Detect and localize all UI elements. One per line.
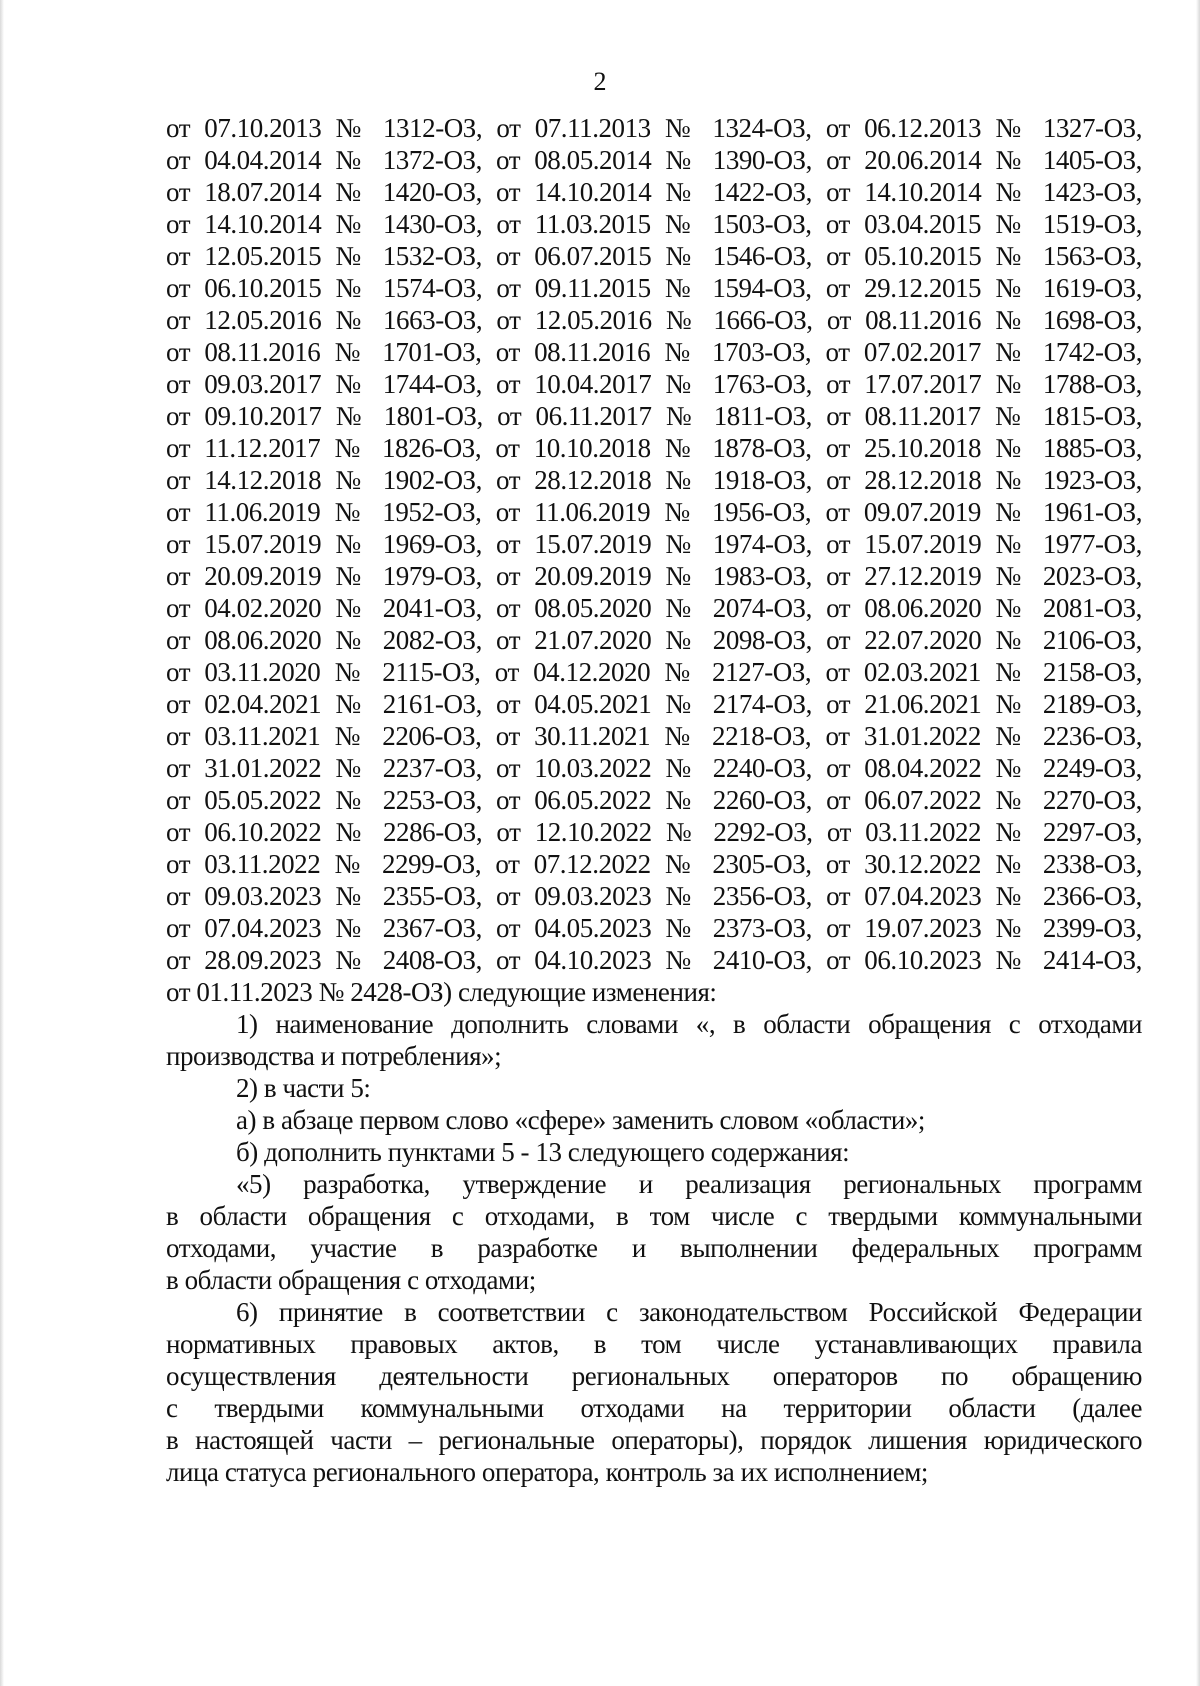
amendment-line: от 06.10.2022 № 2286-ОЗ, от 12.10.2022 № 2292-ОЗ, от 03.11.2022 № 2297-ОЗ, [166, 817, 1142, 847]
amendment-line: от 08.06.2020 № 2082-ОЗ, от 21.07.2020 № 2098-ОЗ, от 22.07.2020 № 2106-ОЗ, [166, 625, 1142, 655]
amendment-line: от 09.10.2017 № 1801-ОЗ, от 06.11.2017 № 1811-ОЗ, от 08.11.2017 № 1815-ОЗ, [166, 401, 1142, 431]
amendment-line: от 28.09.2023 № 2408-ОЗ, от 04.10.2023 № 2410-ОЗ, от 06.10.2023 № 2414-ОЗ, [166, 945, 1142, 975]
point-5-line: в области обращения с отходами, в том числе с твердыми коммунальными [166, 1201, 1142, 1231]
amendment-line: от 03.11.2021 № 2206-ОЗ, от 30.11.2021 № 2218-ОЗ, от 31.01.2022 № 2236-ОЗ, [166, 721, 1142, 751]
point-6 [166, 1296, 1142, 1488]
amendment-line: от 09.03.2023 № 2355-ОЗ, от 09.03.2023 № 2356-ОЗ, от 07.04.2023 № 2366-ОЗ, [166, 881, 1142, 911]
amendment-line-final: от 01.11.2023 № 2428-ОЗ) следующие изменения: [166, 977, 717, 1007]
item-2b: б) дополнить пунктами 5 - 13 следующего содержания: [236, 1137, 850, 1167]
item-1-line: 1) наименование дополнить словами «, в области обращения с отходами [236, 1009, 1142, 1039]
point-5-line: в области обращения с отходами; [166, 1265, 536, 1295]
amendment-line: от 14.10.2014 № 1430-ОЗ, от 11.03.2015 № 1503-ОЗ, от 03.04.2015 № 1519-ОЗ, [166, 209, 1142, 239]
point-5-line: «5) разработка, утверждение и реализация региональных программ [236, 1169, 1142, 1199]
amendment-line: от 11.06.2019 № 1952-ОЗ, от 11.06.2019 № 1956-ОЗ, от 09.07.2019 № 1961-ОЗ, [166, 497, 1142, 527]
amendment-line: от 04.04.2014 № 1372-ОЗ, от 08.05.2014 № 1390-ОЗ, от 20.06.2014 № 1405-ОЗ, [166, 145, 1142, 175]
amendment-line: от 07.10.2013 № 1312-ОЗ, от 07.11.2013 № 1324-ОЗ, от 06.12.2013 № 1327-ОЗ, [166, 113, 1142, 143]
amendment-line: от 09.03.2017 № 1744-ОЗ, от 10.04.2017 № 1763-ОЗ, от 17.07.2017 № 1788-ОЗ, [166, 369, 1142, 399]
amendment-line: от 04.02.2020 № 2041-ОЗ, от 08.05.2020 № 2074-ОЗ, от 08.06.2020 № 2081-ОЗ, [166, 593, 1142, 623]
scan-edge-left [0, 0, 4, 1686]
point-6-line: с твердыми коммунальными отходами на территории области (далее [166, 1393, 1142, 1423]
point-6-line: осуществления деятельности региональных операторов по обращению [166, 1361, 1142, 1391]
amendment-line: от 11.12.2017 № 1826-ОЗ, от 10.10.2018 № 1878-ОЗ, от 25.10.2018 № 1885-ОЗ, [166, 433, 1142, 463]
amendment-line: от 12.05.2015 № 1532-ОЗ, от 06.07.2015 № 1546-ОЗ, от 05.10.2015 № 1563-ОЗ, [166, 241, 1142, 271]
amendment-line: от 08.11.2016 № 1701-ОЗ, от 08.11.2016 № 1703-ОЗ, от 07.02.2017 № 1742-ОЗ, [166, 337, 1142, 367]
amendment-line: от 14.12.2018 № 1902-ОЗ, от 28.12.2018 № 1918-ОЗ, от 28.12.2018 № 1923-ОЗ, [166, 465, 1142, 495]
amendment-line: от 02.04.2021 № 2161-ОЗ, от 04.05.2021 № 2174-ОЗ, от 21.06.2021 № 2189-ОЗ, [166, 689, 1142, 719]
point-6-line: в настоящей части – региональные операторы), порядок лишения юридического [166, 1425, 1142, 1455]
point-6-line: нормативных правовых актов, в том числе устанавливающих правила [166, 1329, 1142, 1359]
amendment-line: от 03.11.2022 № 2299-ОЗ, от 07.12.2022 № 2305-ОЗ, от 30.12.2022 № 2338-ОЗ, [166, 849, 1142, 879]
document-body [166, 112, 1142, 1488]
amendment-line: от 20.09.2019 № 1979-ОЗ, от 20.09.2019 № 1983-ОЗ, от 27.12.2019 № 2023-ОЗ, [166, 561, 1142, 591]
point-5 [166, 1168, 1142, 1296]
item-2-heading: 2) в части 5: [236, 1073, 371, 1103]
amendment-line: от 12.05.2016 № 1663-ОЗ, от 12.05.2016 № 1666-ОЗ, от 08.11.2016 № 1698-ОЗ, [166, 305, 1142, 335]
scan-edge-right [1196, 0, 1200, 1686]
amendment-line: от 05.05.2022 № 2253-ОЗ, от 06.05.2022 № 2260-ОЗ, от 06.07.2022 № 2270-ОЗ, [166, 785, 1142, 815]
item-2a: а) в абзаце первом слово «сфере» заменить словом «области»; [236, 1105, 925, 1135]
amendment-line: от 07.04.2023 № 2367-ОЗ, от 04.05.2023 № 2373-ОЗ, от 19.07.2023 № 2399-ОЗ, [166, 913, 1142, 943]
amendment-line: от 06.10.2015 № 1574-ОЗ, от 09.11.2015 № 1594-ОЗ, от 29.12.2015 № 1619-ОЗ, [166, 273, 1142, 303]
amendment-line: от 31.01.2022 № 2237-ОЗ, от 10.03.2022 № 2240-ОЗ, от 08.04.2022 № 2249-ОЗ, [166, 753, 1142, 783]
amendment-line: от 03.11.2020 № 2115-ОЗ, от 04.12.2020 № 2127-ОЗ, от 02.03.2021 № 2158-ОЗ, [166, 657, 1142, 687]
point-5-line: отходами, участие в разработке и выполнении федеральных программ [166, 1233, 1142, 1263]
item-1-line: производства и потребления»; [166, 1041, 502, 1071]
amendment-line: от 18.07.2014 № 1420-ОЗ, от 14.10.2014 № 1422-ОЗ, от 14.10.2014 № 1423-ОЗ, [166, 177, 1142, 207]
amendments-list [166, 112, 1142, 1008]
point-6-line: лица статуса регионального оператора, контроль за их исполнением; [166, 1457, 928, 1487]
point-6-line: 6) принятие в соответствии с законодательством Российской Федерации [236, 1297, 1142, 1327]
item-1 [166, 1008, 1142, 1072]
amendment-line: от 15.07.2019 № 1969-ОЗ, от 15.07.2019 № 1974-ОЗ, от 15.07.2019 № 1977-ОЗ, [166, 529, 1142, 559]
page-number: 2 [593, 67, 607, 96]
